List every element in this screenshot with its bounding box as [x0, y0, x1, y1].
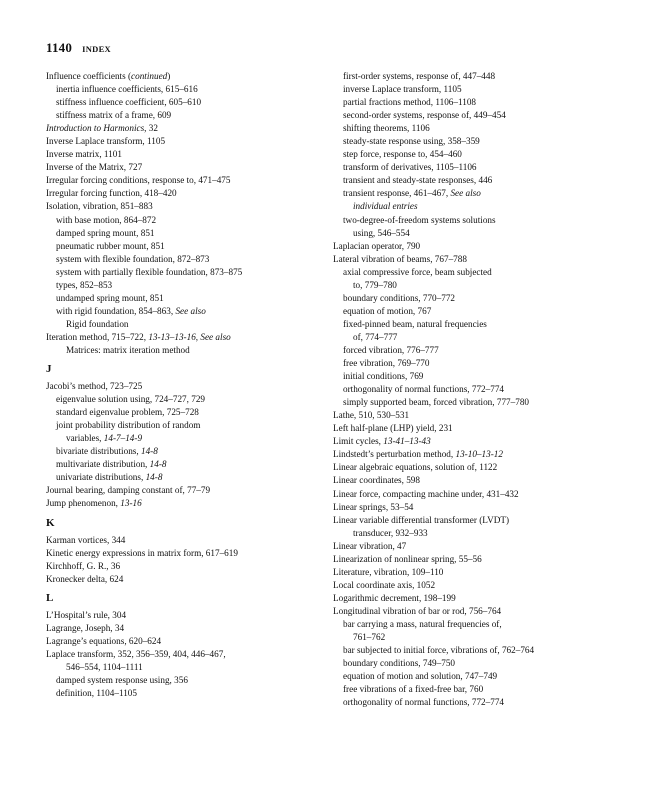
index-entry [333, 566, 623, 579]
entry-text: bivariate distributions, [56, 446, 141, 457]
entry-text: undamped spring mount, 851 [56, 292, 164, 303]
index-subentry [46, 305, 324, 318]
entry-text: inverse Laplace transform, 1105 [343, 84, 462, 95]
entry-text: equation of motion, 767 [343, 305, 432, 316]
index-subentry [333, 344, 623, 357]
entry-text: Lateral vibration of beams, 767–788 [333, 253, 467, 264]
entry-text: steady-state response using, 358–359 [343, 136, 480, 147]
entry-text: Influence coefficients ( [46, 71, 132, 81]
index-entry [333, 592, 623, 605]
entry-text: Kinetic energy expressions in matrix form, 617–619 [46, 547, 238, 558]
entry-text: second-order systems, response of, 449–454 [343, 110, 506, 121]
index-subentry [46, 687, 324, 700]
entry-text: 14-8 [140, 446, 158, 457]
entry-text: Matrices: matrix iteration method [66, 344, 190, 355]
entry-text: free vibrations of a fixed-free bar, 760 [343, 684, 484, 695]
entry-text: 14-7–14-9 [103, 433, 143, 444]
index-subentry [46, 83, 324, 96]
index-continuation [333, 200, 623, 213]
entry-text: See also [175, 305, 206, 316]
index-entry [333, 501, 623, 514]
entry-text: Linear coordinates, 598 [333, 475, 420, 486]
index-subentry [46, 458, 324, 471]
entry-text: Linear springs, 53–54 [333, 501, 414, 512]
entry-text: inertia influence coefficients, 615–616 [56, 84, 198, 95]
entry-text: initial conditions, 769 [343, 371, 424, 382]
index-continuation [46, 344, 324, 357]
index-column-left [46, 70, 324, 700]
entry-text: Jacobi’s method, 723–725 [46, 381, 143, 392]
index-subentry [46, 406, 324, 419]
entry-text: shifting theorems, 1106 [343, 123, 430, 134]
index-subentry [46, 445, 324, 458]
index-subentry [333, 318, 623, 331]
entry-text: bar subjected to initial force, vibrations of, 762–764 [343, 645, 535, 656]
entry-text: Laplace transform, 352, 356–359, 404, 446–467, [46, 648, 226, 659]
entry-text: variables, [66, 433, 104, 444]
index-subentry [333, 683, 623, 696]
entry-text: damped system response using, 356 [56, 674, 188, 685]
index-subentry [333, 96, 623, 109]
index-entry [46, 648, 324, 661]
entry-text: definition, 1104–1105 [56, 687, 137, 698]
entry-text: 14-8 [149, 459, 167, 470]
index-subentry [46, 227, 324, 240]
entry-text: ) [167, 71, 171, 81]
index-subentry [46, 109, 324, 122]
entry-text: using, 546–554 [353, 227, 410, 238]
index-entry [46, 534, 324, 547]
entry-text: types, 852–853 [56, 279, 113, 290]
index-entry [333, 253, 623, 266]
index-entry [333, 540, 623, 553]
index-continuation [333, 227, 623, 240]
entry-text: system with flexible foundation, 872–873 [56, 253, 210, 264]
index-entry [333, 409, 623, 422]
entry-text: Longitudinal vibration of bar or rod, 756–764 [333, 605, 502, 616]
index-entry [46, 187, 324, 200]
index-subentry [333, 657, 623, 670]
section-letter-l: L [46, 591, 54, 604]
index-continuation [333, 631, 623, 644]
entry-text: multivariate distribution, [56, 459, 150, 470]
entry-text: two-degree-of-freedom systems solutions [343, 214, 496, 225]
index-entry [333, 422, 623, 435]
index-subentry [333, 266, 623, 279]
entry-text: partial fractions method, 1106–1108 [343, 97, 477, 108]
entry-text: Isolation, vibration, 851–883 [46, 201, 153, 212]
entry-text: transient response, 461–467, [343, 188, 451, 199]
entry-text: Kirchhoff, G. R., 36 [46, 560, 121, 571]
entry-text: 546–554, 1104–1111 [66, 661, 143, 672]
entry-text: fixed-pinned beam, natural frequencies [343, 318, 487, 329]
index-entry [333, 553, 623, 566]
index-column-right [333, 70, 623, 709]
entry-text: Linear vibration, 47 [333, 540, 407, 551]
index-entry [46, 609, 324, 622]
entry-text: of, 774–777 [353, 331, 398, 342]
entry-text: stiffness matrix of a frame, 609 [56, 110, 172, 121]
entry-text: Laplacian operator, 790 [333, 240, 421, 251]
index-entry [46, 174, 324, 187]
entry-text: Inverse of the Matrix, 727 [46, 162, 143, 173]
entry-text: 13-10–13-12 [455, 449, 503, 460]
index-entry [46, 148, 324, 161]
entry-text: Lagrange, Joseph, 34 [46, 622, 125, 633]
page-number: 1140 [46, 40, 73, 55]
index-subentry [46, 214, 324, 227]
entry-text: Rigid foundation [66, 318, 129, 329]
entry-text: pneumatic rubber mount, 851 [56, 240, 165, 251]
index-subentry [333, 292, 623, 305]
entry-text: Journal bearing, damping constant of, 77–79 [46, 485, 211, 496]
index-entry [333, 488, 623, 501]
index-subentry [46, 419, 324, 432]
index-entry [46, 122, 324, 135]
index-entry [46, 484, 324, 497]
entry-text: , 32 [144, 123, 158, 134]
entry-text: boundary conditions, 749–750 [343, 658, 456, 669]
index-subentry [333, 135, 623, 148]
index-entry [333, 435, 623, 448]
index-entry [333, 514, 623, 527]
index-continuation [46, 318, 324, 331]
entry-text: Linear force, compacting machine under, 431–432 [333, 488, 519, 499]
index-entry [333, 474, 623, 487]
index-subentry [333, 305, 623, 318]
index-continuation [333, 279, 623, 292]
entry-text: See also [450, 188, 481, 199]
entry-text: with rigid foundation, 854–863, [56, 305, 176, 316]
index-entry [46, 547, 324, 560]
section-letter-k: K [46, 516, 55, 529]
entry-text: 13-41–13-43 [383, 436, 431, 447]
entry-text: system with partially flexible foundation, 873–875 [56, 266, 243, 277]
index-entry [46, 70, 324, 83]
index-entry [333, 605, 623, 618]
entry-text: Inverse Laplace transform, 1105 [46, 136, 166, 147]
running-title: INDEX [82, 44, 111, 54]
entry-text: orthogonality of normal functions, 772–774 [343, 697, 505, 708]
entry-text: Iteration method, 715–722, [46, 331, 149, 342]
index-continuation [333, 527, 623, 540]
entry-text: Karman vortices, 344 [46, 534, 126, 545]
entry-text: Irregular forcing function, 418–420 [46, 188, 177, 199]
index-subentry [333, 70, 623, 83]
entry-text: eigenvalue solution using, 724–727, 729 [56, 394, 206, 405]
index-entry [333, 461, 623, 474]
index-subentry [333, 370, 623, 383]
section-letter-j: J [46, 363, 52, 376]
entry-text: Linearization of nonlinear spring, 55–56 [333, 553, 482, 564]
index-subentry [333, 357, 623, 370]
entry-text: boundary conditions, 770–772 [343, 292, 456, 303]
entry-text: L’Hospital’s rule, 304 [46, 609, 127, 620]
entry-text: Limit cycles, [333, 436, 384, 447]
index-continuation [46, 661, 324, 674]
index-entry [333, 579, 623, 592]
entry-text: univariate distributions, [56, 472, 146, 483]
entry-text: bar carrying a mass, natural frequencies of, [343, 618, 502, 629]
entry-text: joint probability distribution of random [56, 420, 201, 431]
index-subentry [333, 670, 623, 683]
index-entry [333, 240, 623, 253]
entry-text: axial compressive force, beam subjected [343, 266, 492, 277]
index-subentry [46, 266, 324, 279]
entry-text: 13-13–13-16, See also [148, 331, 231, 342]
entry-text: step force, response to, 454–460 [343, 149, 462, 160]
index-entry [333, 448, 623, 461]
index-entry [46, 135, 324, 148]
entry-text: with base motion, 864–872 [56, 214, 157, 225]
index-subentry [333, 187, 623, 200]
entry-text: Literature, vibration, 109–110 [333, 566, 444, 577]
index-subentry [46, 471, 324, 484]
index-subentry [333, 644, 623, 657]
index-subentry [333, 214, 623, 227]
entry-text: 761–762 [353, 632, 386, 643]
index-subentry [46, 674, 324, 687]
index-subentry [333, 618, 623, 631]
entry-text: damped spring mount, 851 [56, 227, 155, 238]
entry-text: Linear algebraic equations, solution of, 1122 [333, 462, 498, 473]
index-subentry [333, 396, 623, 409]
index-subentry [46, 253, 324, 266]
index-subentry [46, 240, 324, 253]
index-entry [46, 200, 324, 213]
page-header [46, 40, 111, 56]
entry-text: Local coordinate axis, 1052 [333, 579, 436, 590]
index-continuation [46, 432, 324, 445]
entry-text: forced vibration, 776–777 [343, 344, 439, 355]
entry-text: first-order systems, response of, 447–448 [343, 71, 496, 81]
index-continuation [333, 331, 623, 344]
entry-text: standard eigenvalue problem, 725–728 [56, 407, 199, 418]
index-entry [46, 635, 324, 648]
entry-text: stiffness influence coefficient, 605–610 [56, 97, 202, 108]
entry-text: Left half-plane (LHP) yield, 231 [333, 423, 453, 434]
entry-text: transform of derivatives, 1105–1106 [343, 162, 477, 173]
entry-text: Linear variable differential transformer (LVDT) [333, 514, 510, 525]
index-entry [46, 497, 324, 510]
entry-text: individual entries [353, 201, 418, 212]
entry-text: 13-16 [120, 498, 142, 509]
index-subentry [333, 148, 623, 161]
entry-text: orthogonality of normal functions, 772–774 [343, 384, 505, 395]
entry-text: simply supported beam, forced vibration, 777–780 [343, 397, 530, 408]
entry-text: Kronecker delta, 624 [46, 573, 124, 584]
index-entry [46, 161, 324, 174]
index-entry [46, 380, 324, 393]
entry-text: Logarithmic decrement, 198–199 [333, 592, 456, 603]
index-subentry [46, 393, 324, 406]
entry-text: Inverse matrix, 1101 [46, 149, 122, 160]
entry-text: Lindstedt’s perturbation method, [333, 449, 456, 460]
index-subentry [333, 109, 623, 122]
index-entry [46, 573, 324, 586]
index-entry [46, 331, 324, 344]
entry-text: Jump phenomenon, [46, 498, 121, 509]
entry-text: Lathe, 510, 530–531 [333, 410, 410, 421]
entry-text: free vibration, 769–770 [343, 358, 430, 369]
index-entry [46, 560, 324, 573]
index-subentry [333, 174, 623, 187]
entry-text: 14-8 [145, 472, 163, 483]
entry-text: equation of motion and solution, 747–749 [343, 671, 498, 682]
entry-text: transducer, 932–933 [353, 527, 428, 538]
index-subentry [333, 122, 623, 135]
index-subentry [46, 96, 324, 109]
index-subentry [333, 161, 623, 174]
index-subentry [46, 279, 324, 292]
index-subentry [333, 696, 623, 709]
entry-text: continued [131, 71, 168, 81]
index-subentry [46, 292, 324, 305]
entry-text: Irregular forcing conditions, response to, 471–475 [46, 175, 231, 186]
entry-text: transient and steady-state responses, 446 [343, 175, 493, 186]
index-entry [46, 622, 324, 635]
entry-text: Lagrange’s equations, 620–624 [46, 635, 162, 646]
index-subentry [333, 383, 623, 396]
entry-text: to, 779–780 [353, 279, 397, 290]
entry-text: Introduction to Harmonics [46, 123, 145, 134]
index-subentry [333, 83, 623, 96]
